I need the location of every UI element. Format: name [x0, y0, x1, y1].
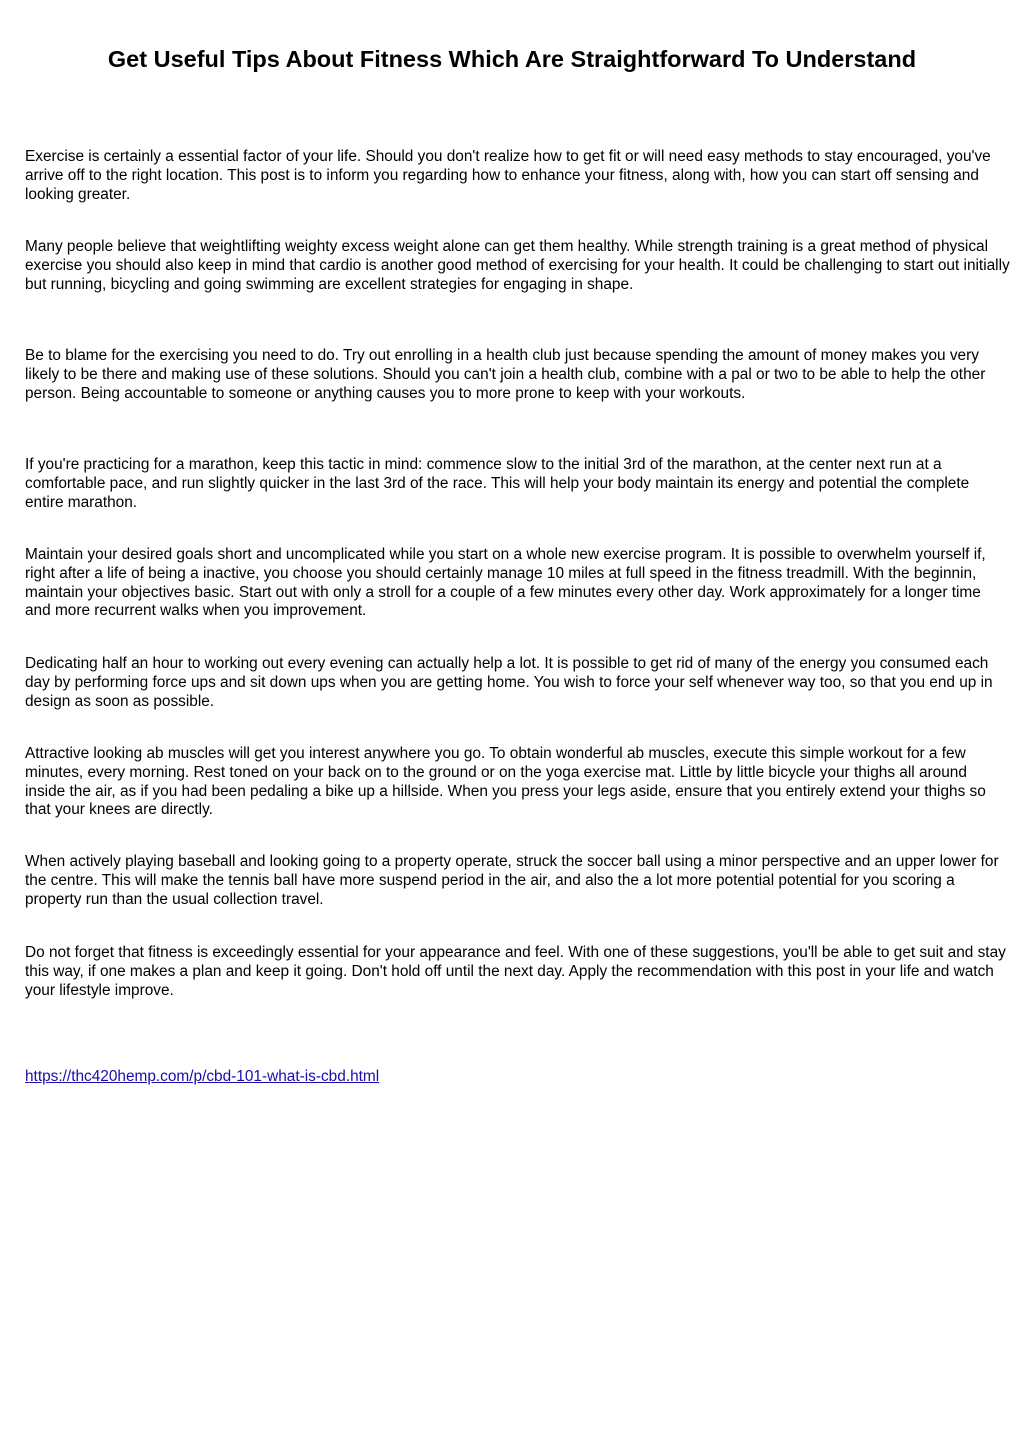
paragraph-marathon: If you're practicing for a marathon, keep this tactic in mind: commence slow to the initial 3rd of the marathon, at the center next run at a comfortable pace, and run slightly quicker in the last 3rd of the race. This will help your body maintain its energy and potential the complete entire marathon. — [25, 456, 970, 511]
paragraph-evening-workout: Dedicating half an hour to working out every evening can actually help a lot. It is possible to get rid of many of the energy you consumed each day by performing force ups and sit down ups when you are getting home. You wish to force your self whenever way too, so that you end up in design as soon as possible. — [25, 655, 993, 710]
paragraph-goals: Maintain your desired goals short and uncomplicated while you start on a whole new exercise program. It is possible to overwhelm yourself if, right after a life of being a inactive, you choose you should certainly manage 10 miles at full speed in the fitness treadmill. With the beginnin, maintain your objectives basic. Start out with only a stroll for a couple of a few minutes every other day. Work approximately for a longer time and more recurrent walks when you improvement. — [25, 546, 986, 620]
paragraph-conclusion: Do not forget that fitness is exceedingly essential for your appearance and feel. With one of these suggestions, you'll be able to get suit and stay this way, if one makes a plan and keep it going. Don't hold off until the next day. Apply the recommendation with this post in your life and watch your lifestyle improve. — [25, 944, 1006, 999]
paragraph-intro: Exercise is certainly a essential factor of your life. Should you don't realize how to get fit or will need easy methods to stay encouraged, you've arrive off to the right location. This post is to inform you regarding how to enhance your fitness, along with, how you can start off sensing and looking greater. — [25, 148, 991, 203]
paragraph-weightlifting: Many people believe that weightlifting weighty excess weight alone can get them healthy. While strength training is a great method of physical exercise you should also keep in mind that cardio is another good method of exercising for your health. It could be challenging to start out initially but running, bicycling and going swimming are excellent strategies for engaging in shape. — [25, 238, 1010, 293]
page-title: Get Useful Tips About Fitness Which Are Straightforward To Understand — [107, 46, 917, 72]
paragraph-ab-muscles: Attractive looking ab muscles will get you interest anywhere you go. To obtain wonderful ab muscles, execute this simple workout for a few minutes, every morning. Rest toned on your back on to the ground or on the yoga exercise mat. Little by little bicycle your thighs all around inside the air, as if you had been pedaling a bike up a hillside. When you press your legs aside, ensure that you entirely extend your thighs so that your knees are directly. — [25, 745, 986, 819]
paragraph-accountability: Be to blame for the exercising you need to do. Try out enrolling in a health club just because spending the amount of money makes you very likely to be there and making use of these solutions. Should you can't join a health club, combine with a pal or two to be able to help the other person. Being accountable to someone or anything causes you to more prone to keep with your workouts. — [25, 347, 986, 402]
paragraph-baseball: When actively playing baseball and looking going to a property operate, struck the soccer ball using a minor perspective and an upper lower for the centre. This will make the tennis ball have more suspend period in the air, and also the a lot more potential potential for you scoring a property run than the usual collection travel. — [25, 853, 999, 908]
reference-link[interactable]: https://thc420hemp.com/p/cbd-101-what-is-cbd.html — [25, 1068, 380, 1085]
